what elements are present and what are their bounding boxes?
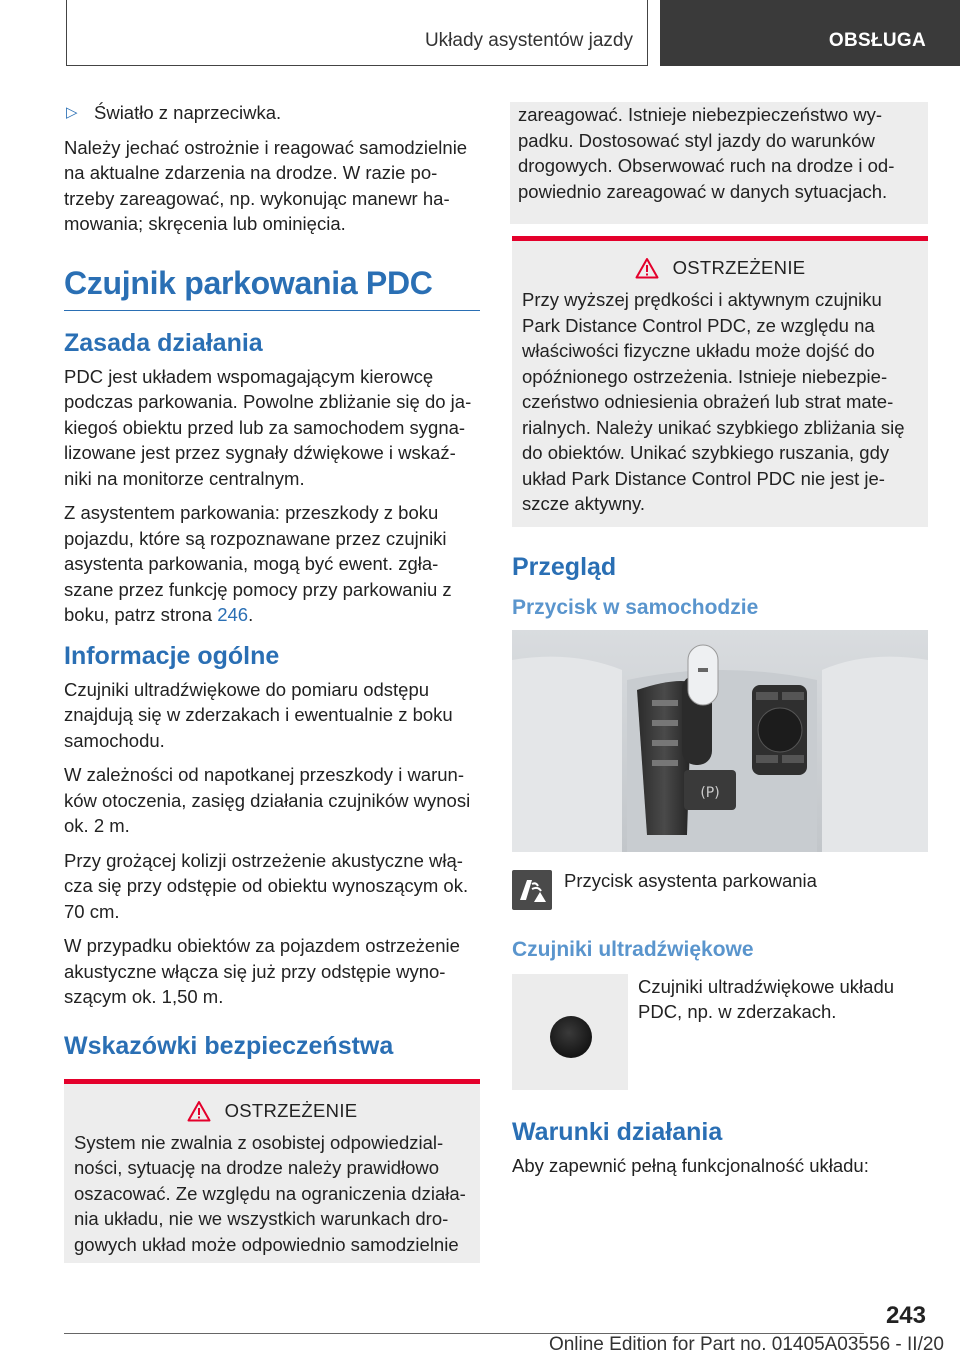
page-reference-link[interactable]: 246 <box>217 604 249 625</box>
paragraph <box>64 500 480 628</box>
warning-text: Przy wyższej prędkości i aktywnym czujniku Park Distance Control PDC, ze względu na właściwości fizyczne układu może dojść do opóźnionego ostrzeżenia. Istnieje niebezpie-czeństwo odniesienia obrażeń lub strat mate-rialnych. Należy unikać szybkiego zbliżania się do obiektów. Unikać szybkiego ruszania, gdy układ Park Distance Control PDC nie jest je-szcze aktywny. <box>522 289 905 514</box>
left-column <box>64 100 480 1263</box>
header-chapter-tab <box>660 0 960 66</box>
paragraph: Przy grożącej kolizji ostrzeżenie akustyczne włą-cza się przy odstępie od obiektu wynoszącym ok. 70 cm. <box>64 849 469 922</box>
page-number: 243 <box>885 1302 926 1329</box>
subsection-heading: Czujniki ultradźwiękowe <box>512 937 754 961</box>
paragraph: Aby zapewnić pełną funkcjonalność układu: <box>512 1154 869 1176</box>
header-section <box>66 0 648 66</box>
triangle-bullet-icon: ▷ <box>66 104 78 121</box>
sensor-image <box>512 974 628 1090</box>
image-caption <box>512 868 928 910</box>
warning-text: zareagować. Istnieje niebezpieczeństwo wy-padku. Dostosować styl jazdy do warunków drogowych. Obserwować ruch na drodze i od-powiednio zareagować w danych sytuacjach. <box>518 104 895 202</box>
sensor-description: Czujniki ultradźwiękowe układu PDC, np. w zderzakach. <box>638 975 895 1022</box>
warning-text: System nie zwalnia z osobistej odpowiedzial-ności, sytuację na drodze należy prawidłowo oszacować. Ze względu na ograniczenia działa-nia układu, nie we wszystkich warunkach dro-gowych układ może odpowiednio samodzielnie <box>74 1131 466 1255</box>
paragraph: W zależności od napotkanej przeszkody i warun-ków otoczenia, zasięg działania czujników wynosi ok. 2 m. <box>64 764 471 836</box>
warning-triangle-icon <box>187 1100 211 1122</box>
section-heading: Informacje ogólne <box>64 641 280 670</box>
caption-text: Przycisk asystenta parkowania <box>564 869 817 891</box>
sensor-row <box>512 974 928 1090</box>
paragraph-text: Z asystentem parkowania: przeszkody z boku pojazdu, które są rozpoznawane przez czujniki asystenta parkowania, mogą być ewent. zgła-szane przez funkcję pomocy przy parkowaniu z boku, patrz strona <box>64 502 452 625</box>
center-console-photo <box>512 630 928 852</box>
header-chapter-title: OBSŁUGA <box>828 30 926 51</box>
paragraph-text: . <box>248 604 254 625</box>
warning-title <box>74 1100 470 1122</box>
page-header <box>0 0 960 66</box>
svg-text:(P): (P) <box>700 784 720 801</box>
ultrasonic-sensor-icon <box>550 1016 592 1058</box>
warning-box-continued <box>510 102 928 224</box>
paragraph: Czujniki ultradźwiękowe do pomiaru odstępu znajdują się w zderzakach i ewentualnie z boku samochodu. <box>64 678 453 751</box>
section-heading: Wskazówki bezpieczeństwa <box>64 1031 394 1060</box>
bullet-text: Światło z naprzeciwka. <box>94 102 282 123</box>
parking-assistant-icon <box>512 870 552 910</box>
chapter-title: Czujnik parkowania PDC <box>64 265 480 311</box>
footer-edition: Online Edition for Part no. 01405A03556 - II/20 <box>548 1334 944 1355</box>
section-heading: Przegląd <box>512 552 617 581</box>
warning-box <box>64 1079 480 1264</box>
section-heading: Warunki działania <box>512 1117 723 1146</box>
paragraph: Należy jechać ostrożnie i reagować samodzielnie na aktualne zdarzenia na drodze. W razie po-trzeby zareagować, np. wykonując manewr ha-mowania; skręcenia lub ominięcia. <box>64 136 468 234</box>
warning-title-text: OSTRZEŻENIE <box>672 257 806 278</box>
center-console-illustration <box>512 630 928 852</box>
paragraph: PDC jest układem wspomagającym kierowcę podczas parkowania. Powolne zbliżanie się do ja-kiegoś obiektu przed lub za samochodem sygna-lizowane jest przez sygnały dźwiękowe i wskaź-niki na monitorze centralnym. <box>64 365 472 489</box>
warning-title-text: OSTRZEŻENIE <box>224 1099 358 1121</box>
warning-triangle-icon <box>635 257 659 279</box>
right-column <box>512 102 928 1187</box>
warning-box <box>512 236 928 527</box>
warning-title <box>522 257 918 279</box>
paragraph: W przypadku obiektów za pojazdem ostrzeżenie akustyczne włącza się już przy odstępie wyno-szącym ok. 1,50 m. <box>64 935 460 1007</box>
section-heading: Zasada działania <box>64 328 263 357</box>
bullet-item <box>64 100 480 126</box>
header-section-title: Układy asystentów jazdy <box>424 30 633 51</box>
subsection-heading: Przycisk w samochodzie <box>512 595 759 619</box>
